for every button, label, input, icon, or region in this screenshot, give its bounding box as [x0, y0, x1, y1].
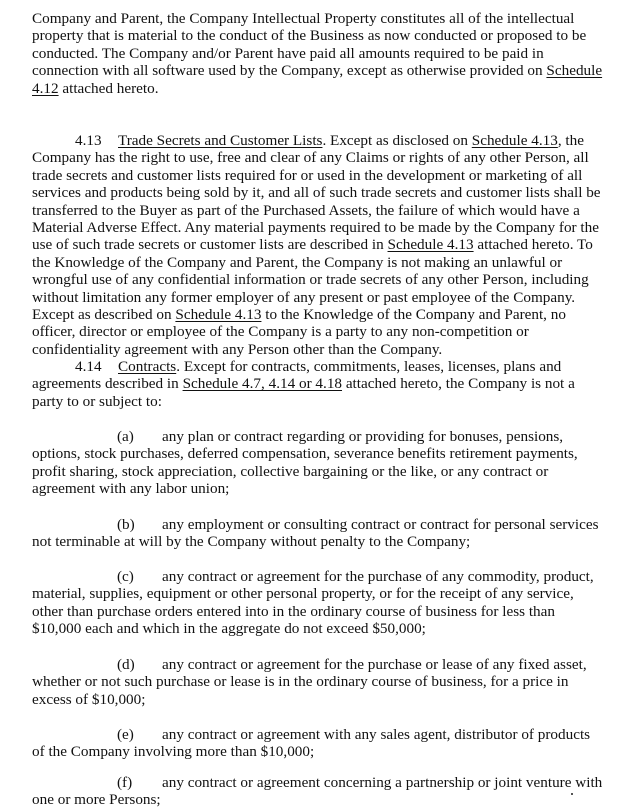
section-number: 4.13	[75, 132, 102, 149]
list-item-label: (f)	[117, 774, 133, 791]
section-text: . Except for contracts, commitments, leases, licenses, plans and agreements described in	[32, 358, 562, 393]
schedule-4-12-reference: Schedule 4.12	[32, 62, 603, 97]
schedule-reference: Schedule 4.7, 4.14 or 4.18	[182, 375, 343, 393]
section-text: , the Company has the right to use, free and clear of any Claims or rights of any other Person, all trade secrets and customer lists required for or used in the development or marketing of all services and products being sold by it, and all of such trade secrets and customer lists shall be transferred to the Buyer as part of the Purchased Assets, the failure of which would have a Material Adverse Effect. Any material payments required to be made by the Company for the use of such trade secrets or customer lists are described in	[32, 132, 601, 254]
list-item-label: (e)	[117, 726, 134, 743]
intro-text: Company and Parent, the Company Intellectual Property constitutes all of the intellectual property that is material to the conduct of the Business as now conducted or proposed to be conducted. The Company and/or Parent have paid all amounts required to be paid in connection with all software used by the Company, except as otherwise provided on	[32, 10, 587, 80]
intro-paragraph	[32, 10, 604, 97]
list-item-label: (a)	[117, 428, 134, 445]
list-item-text: any plan or contract regarding or providing for bonuses, pensions, options, stock purchases, deferred compensation, severance benefits retirement payments, profit sharing, stock appreciation, collective bargaining or the like, or any contract or agreement with any labor union;	[32, 428, 578, 498]
list-item-text: any contract or agreement for the purchase or lease of any fixed asset, whether or not such purchase or lease is in the ordinary course of business, for a price in excess of $10,000;	[32, 656, 587, 708]
list-item-label: (d)	[117, 656, 135, 673]
list-item	[32, 568, 604, 638]
intro-tail: attached hereto.	[58, 79, 159, 97]
section-4-14-paragraph	[32, 358, 604, 410]
list-item-label: (c)	[117, 568, 134, 585]
schedule-4-13-reference: Schedule 4.13	[387, 236, 474, 254]
section-text: attached hereto. To the Knowledge of the Company and Parent, the Company is not making an unlawful or wrongful use of any confidential information or trade secrets of any other Person, including without limitation any former employer of any present or past employee of the Company. Except as described on	[32, 236, 593, 324]
list-item-text: any contract or agreement concerning a partnership or joint venture with one or more Persons;	[32, 774, 603, 809]
section-heading: Contracts	[118, 358, 177, 375]
schedule-4-13-reference: Schedule 4.13	[471, 132, 558, 149]
section-heading: Trade Secrets and Customer Lists	[118, 132, 323, 149]
list-item	[32, 656, 604, 708]
list-item	[32, 726, 604, 761]
schedule-4-13-reference: Schedule 4.13	[175, 306, 262, 324]
list-item-text: any employment or consulting contract or contract for personal services not terminable at will by the Company without penalty to the Company;	[32, 516, 599, 551]
scan-speck	[571, 793, 573, 795]
list-item	[32, 774, 604, 809]
list-item-label: (b)	[117, 516, 135, 533]
section-text: attached hereto, the Company is not a party to or subject to:	[32, 375, 575, 410]
section-text: to the Knowledge of the Company and Parent, no officer, director or employee of the Company is a party to any non-competition or confidentiality agreement with any Person other than the Company.	[32, 306, 566, 358]
list-item-text: any contract or agreement for the purchase of any commodity, product, material, supplies, equipment or other personal property, or for the receipt of any service, other than purchase orders entered into in the ordinary course of business for less than $10,000 each and which in the aggregate do not exceed $50,000;	[32, 568, 594, 638]
section-4-13-paragraph	[32, 132, 604, 358]
list-item	[32, 428, 604, 498]
list-item-text: any contract or agreement with any sales agent, distributor of products of the Company involving more than $10,000;	[32, 726, 591, 761]
section-number: 4.14	[75, 358, 102, 375]
list-item	[32, 516, 604, 551]
section-text: . Except as disclosed on	[322, 132, 472, 149]
